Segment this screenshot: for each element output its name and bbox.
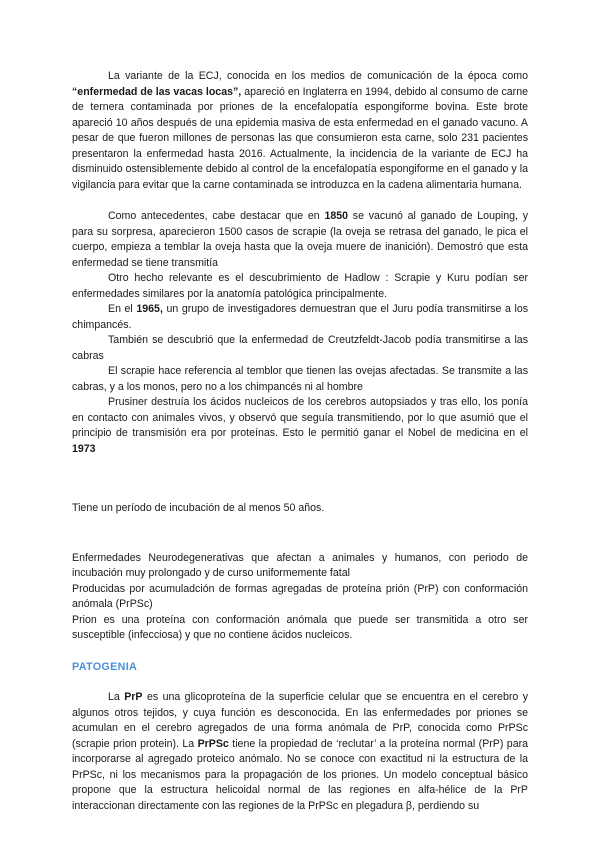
paragraph-creutzfeldt: También se descubrió que la enfermedad de Creutzfeldt-Jacob podía transmitirse a las cabras — [72, 334, 528, 362]
bold-year: 1973 — [72, 442, 96, 455]
paragraph-antecedentes — [72, 209, 528, 271]
paragraph-1965 — [72, 302, 528, 333]
text-run: un grupo de investigadores demuestran que el Juru podía transmitirse a los chimpancés. — [72, 303, 529, 331]
bold-term: PrPSc — [197, 737, 229, 750]
bold-year: 1850 — [324, 210, 349, 222]
paragraph-scrapie: El scrapie hace referencia al temblor que tienen las ovejas afectadas. Se transmite a las cabras, y a los monos, pero no a los chimpancés ni al hombre — [72, 365, 528, 393]
paragraph-variant-ecj — [72, 69, 528, 193]
paragraph-prp — [72, 690, 528, 814]
text-run: La variante de la ECJ, conocida en los medios de comunicación de la época como — [108, 70, 528, 82]
paragraph-prion-definicion: Prion es una proteína con conformación anómala que puede ser transmitida a otro ser susceptible (infecciosa) y que no contiene ácidos nucleicos. — [72, 613, 528, 641]
text-run: es una glicoproteína de la superficie celular que se encuentra en el cerebro y algunos otros tejidos, y cuya función es desconocida. En las enfermedades por priones se acumulan en el cerebro agregados de una forma anómala de PrP, conocida como PrPSc (scrapie prion protein). La — [72, 691, 528, 750]
text-run: se vacunó al ganado de Louping, y para su sorpresa, aparecieron 1500 casos de scrapie (la oveja se retrasa del ganado, le pica el cuerpo, empieza a temblar la oveja hasta que la oveja muere de inanición). Demostró que esta enfermedad se tiene transmitía — [72, 210, 528, 269]
text-run: apareció en Inglaterra en 1994, debido al consumo de carne de ternera contaminada por priones de la encefalopatía espongiforme bovina. Este brote apareció 10 años después de una epidemia masiva de esta enfermedad en el ganado vacuno. A pesar de que fueron millones de personas las que consumieron esta carne, solo 231 pacientes presentaron la enfermedad hasta 2016. Actualmente, la incidencia de la variante de ECJ ha disminuido ostensiblemente debido al control de la encefalopatía espongiforme en el ganado y la vigilancia para evitar que la carne contaminada se introduzca en la cadena alimentaria humana. — [72, 85, 528, 191]
section-heading-patogenia: PATOGENIA — [72, 660, 138, 673]
text-run: tiene la propiedad de ‘reclutar’ a la proteína normal (PrP) para incorporarse al agregado proteico anómalo. No se conoce con exactitud ni la estructura de la PrPSc, ni los mecanismos para la propagación de los priones. Un modelo conceptual básico propone que la estructura helicoidal normal de las regiones en alfa-hélice de la PrP interaccionan directamente con las regiones de la PrPSc en plegadura β, perdiendo su — [72, 737, 529, 812]
paragraph-incubacion: Tiene un período de incubación de al menos 50 años. — [72, 502, 325, 514]
paragraph-producidas: Producidas por acumuladción de formas agregadas de proteína prión (PrP) con conformación anómala (PrPSc) — [72, 582, 528, 610]
text-run: Como antecedentes, cabe destacar que en — [108, 210, 325, 222]
text-run: En el — [108, 303, 137, 315]
paragraph-enfermedades: Enfermedades Neurodegenerativas que afectan a animales y humanos, con periodo de incubación muy prolongado y de curso uniformemente fatal — [72, 551, 528, 579]
bold-term: PrP — [124, 691, 143, 703]
text-run: Prusiner destruía los ácidos nucleicos de los cerebros autopsiados y tras ello, los ponía en contacto con animales vivos, y observó que seguía transmitiendo, por lo que asumió que el principio de transmisión era por proteínas. Esto le permitió ganar el Nobel de medicina en el — [72, 396, 528, 439]
paragraph-prusiner — [72, 395, 528, 457]
paragraph-hadlow: Otro hecho relevante es el descubrimiento de Hadlow : Scrapie y Kuru podían ser enfermedades similares por la anatomía patológica principalmente. — [72, 272, 528, 300]
bold-year: 1965, — [136, 303, 163, 315]
bold-phrase: “enfermedad de las vacas locas”, — [72, 85, 242, 98]
text-run: La — [108, 691, 125, 703]
